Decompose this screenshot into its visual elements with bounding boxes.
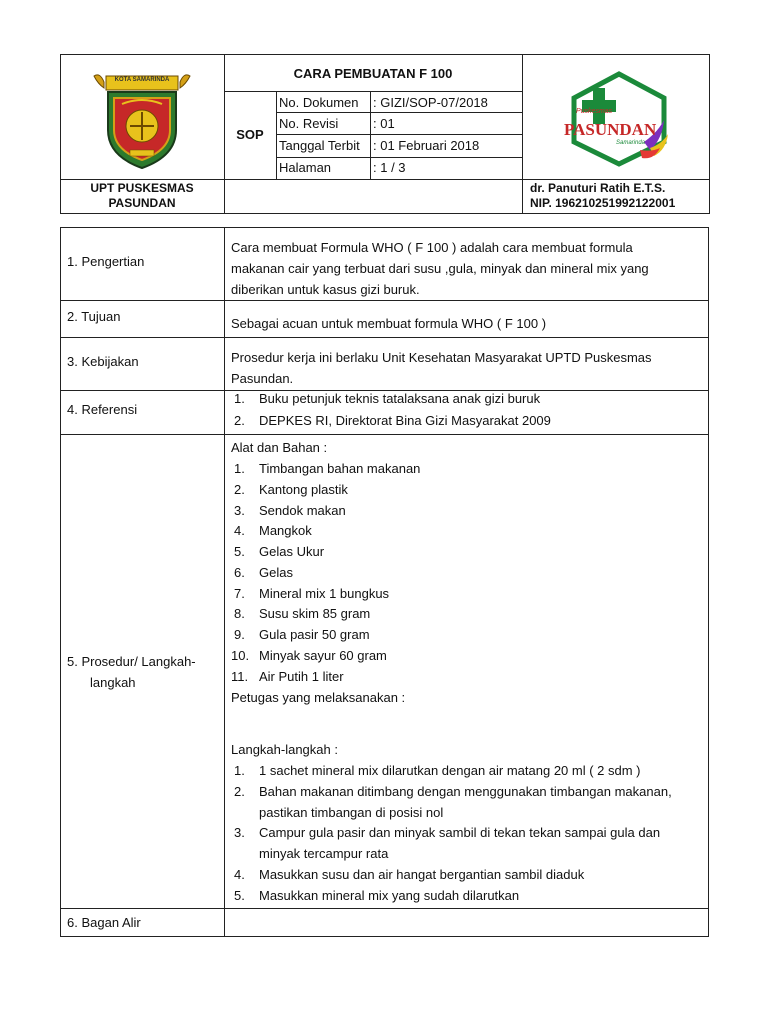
tool-item: Mangkok [259,523,312,538]
step-number: 4. [234,867,245,882]
tool-item: Gula pasir 50 gram [259,627,370,642]
step-text: Masukkan susu dan air hangat bergantian sambil diaduk [259,867,585,882]
org-name [60,181,224,211]
meta-label-page: Halaman [279,160,332,175]
step-text: Bahan makanan ditimbang dengan menggunakan timbangan makanan, [259,784,672,799]
step-number: 5. [234,888,245,903]
meta-label-issue-date: Tanggal Terbit [279,138,360,153]
policy-line-1: Prosedur kerja ini berlaku Unit Kesehatan Masyarakat UPTD Puskesmas [231,350,652,365]
tool-number: 9. [234,627,245,642]
step-number: 1. [234,763,245,778]
logo-main-text: PASUNDAN [564,120,657,139]
signer-nip: NIP. 196210251992122001 [530,196,676,210]
purpose-text: Sebagai acuan untuk membuat formula WHO ( F 100 ) [231,316,547,331]
policy-line-2: Pasundan. [231,371,294,386]
tool-item: Sendok makan [259,503,346,518]
row-label-flowchart: 6. Bagan Alir [67,915,141,930]
document-title: CARA PEMBUATAN F 100 [293,66,453,81]
step-text: Campur gula pasir dan minyak sambil di tekan tekan sampai gula dan [259,825,661,840]
officer-heading: Petugas yang melaksanakan : [231,690,406,705]
tool-number: 5. [234,544,245,559]
definition-line-2: makanan cair yang terbuat dari susu ,gula, minyak dan mineral mix yang [231,261,649,276]
tool-item: Kantong plastik [259,482,348,497]
step-number: 3. [234,825,245,840]
tool-number: 7. [234,586,245,601]
logo-sub-text: Samarinda [616,140,646,146]
org-name-line2: PASUNDAN [108,196,176,210]
row-label-purpose: 2. Tujuan [67,309,121,324]
meta-label-document-number: No. Dokumen [279,95,359,110]
tool-item: Susu skim 85 gram [259,606,371,621]
sop-label: SOP [236,127,264,142]
reference-number: 2. [234,413,245,428]
meta-value-issue-date: : 01 Februari 2018 [373,138,480,153]
tool-item: Air Putih 1 liter [259,669,344,684]
meta-value-revision: : 01 [373,116,395,131]
row-label-policy: 3. Kebijakan [67,354,139,369]
tool-item: Minyak sayur 60 gram [259,648,387,663]
step-number: 2. [234,784,245,799]
steps-heading: Langkah-langkah : [231,742,338,757]
tool-item: Gelas [259,565,293,580]
step-text-continued: pastikan timbangan di posisi nol [259,805,444,820]
emblem-banner-text: KOTA SAMARINDA [114,77,170,83]
reference-item: Buku petunjuk teknis tatalaksana anak gizi buruk [259,391,541,406]
tool-item: Mineral mix 1 bungkus [259,586,390,601]
definition-line-1: Cara membuat Formula WHO ( F 100 ) adalah cara membuat formula [231,240,633,255]
tool-number: 1. [234,461,245,476]
tool-number: 4. [234,523,245,538]
signer-name: dr. Panuturi Ratih E.T.S. [530,181,666,195]
tools-heading: Alat dan Bahan : [231,440,328,455]
tool-number: 3. [234,503,245,518]
logo-top-text: Puskesmas [576,108,613,115]
tool-number: 2. [234,482,245,497]
meta-value-document-number: : GIZI/SOP-07/2018 [373,95,488,110]
city-emblem-logo [92,68,192,170]
tool-item: Timbangan bahan makanan [259,461,421,476]
reference-item: DEPKES RI, Direktorat Bina Gizi Masyarakat 2009 [259,413,551,428]
row-label-procedure-line2: langkah [90,675,136,690]
reference-number: 1. [234,391,245,406]
tool-item: Gelas Ukur [259,544,325,559]
meta-value-page: : 1 / 3 [373,160,406,175]
row-label-definition: 1. Pengertian [67,254,145,269]
puskesmas-pasundan-logo [566,70,672,168]
tool-number: 6. [234,565,245,580]
step-text-continued: minyak tercampur rata [259,846,389,861]
row-label-procedure-line1: 5. Prosedur/ Langkah- [67,654,196,669]
row-label-references: 4. Referensi [67,402,138,417]
step-text: 1 sachet mineral mix dilarutkan dengan air matang 20 ml ( 2 sdm ) [259,763,641,778]
tool-number: 11. [231,669,249,684]
tool-number: 10. [231,648,250,663]
step-text: Masukkan mineral mix yang sudah dilarutkan [259,888,520,903]
definition-line-3: diberikan untuk kasus gizi buruk. [231,282,420,297]
tool-number: 8. [234,606,245,621]
signer-block [530,181,675,211]
meta-label-revision: No. Revisi [279,116,339,131]
org-name-line1: UPT PUSKESMAS [90,181,194,195]
